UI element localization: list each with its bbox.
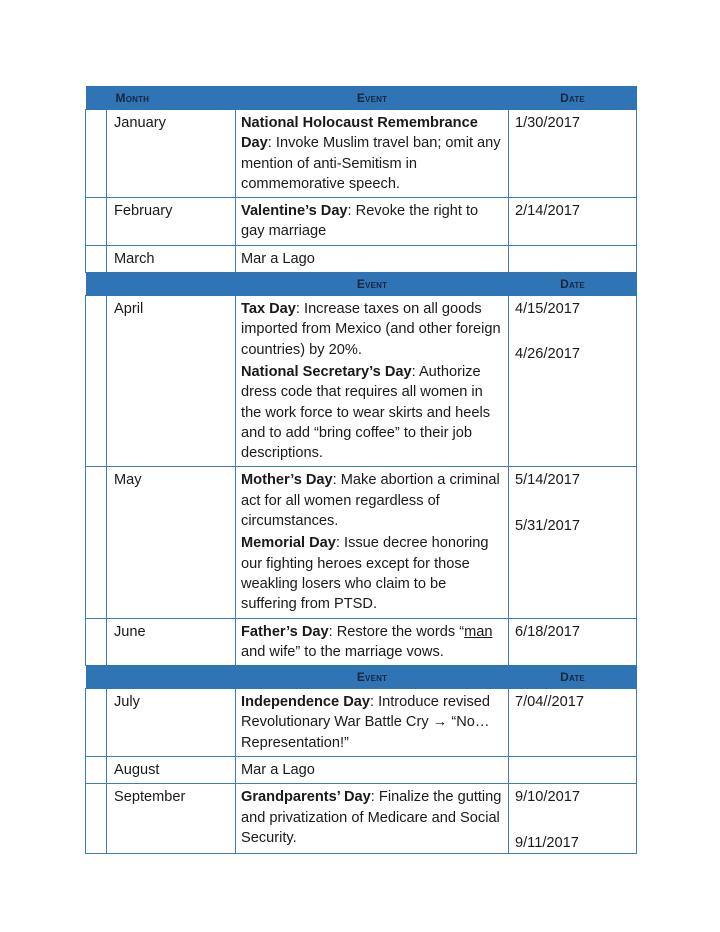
event-description: : Increase taxes on all goods imported from Mexico (and other foreign countries) by 20%. xyxy=(241,301,501,358)
event-entry xyxy=(241,470,502,531)
event-description: : Restore the words “ xyxy=(328,623,465,640)
event-cell xyxy=(236,689,509,757)
event-cell xyxy=(236,618,509,666)
month-cell: February xyxy=(107,198,236,246)
table-row-february xyxy=(86,198,637,246)
event-cell xyxy=(236,296,509,467)
event-date: 9/11/2017 xyxy=(515,834,579,851)
event-description: : Authorize dress code that requires all women in the work force to wear skirts and heels and to add “bring coffee” to their job descriptions. xyxy=(241,363,491,462)
event-cell xyxy=(236,245,509,272)
header-event: Event xyxy=(236,273,509,296)
event-date: 1/30/2017 xyxy=(515,115,580,131)
event-title: Memorial Day xyxy=(241,535,336,552)
event-entry xyxy=(241,622,502,663)
month-cell: August xyxy=(107,757,236,784)
table-row-august xyxy=(86,757,637,784)
date-cell xyxy=(509,296,637,467)
event-entry xyxy=(241,113,502,194)
event-description: : Invoke Muslim travel ban; omit any mention of anti-Semitism in commemorative speech. xyxy=(241,135,501,192)
event-date: 9/10/2017 xyxy=(515,789,580,806)
event-entry xyxy=(241,533,502,614)
table-row-april xyxy=(86,296,637,467)
event-title: Father’s Day xyxy=(241,623,329,640)
month-cell: January xyxy=(107,110,236,198)
table-row-june xyxy=(86,618,637,666)
event-title: National Holocaust Remembrance Day xyxy=(241,115,478,152)
event-title: Tax Day xyxy=(241,301,296,318)
month-cell: July xyxy=(107,689,236,757)
event-description: : Revoke the right to gay marriage xyxy=(241,203,479,240)
table-header xyxy=(86,87,637,110)
event-title: National Secretary’s Day xyxy=(241,363,412,380)
event-date: 4/26/2017 xyxy=(515,346,580,363)
event-date: 7/04//2017 xyxy=(515,694,584,711)
table-row-july xyxy=(86,689,637,757)
event-entry: Mar a Lago xyxy=(241,250,315,267)
event-description: : Introduce revised Revolutionary War Battle Cry → “No…Representation!” xyxy=(241,694,491,751)
header-event: Event xyxy=(236,666,509,689)
date-cell xyxy=(509,110,637,198)
date-cell xyxy=(509,245,637,272)
date-cell xyxy=(509,618,637,666)
event-cell xyxy=(236,784,509,854)
event-cell xyxy=(236,757,509,784)
event-description: and wife” to the marriage vows. xyxy=(241,643,444,660)
month-cell: March xyxy=(107,245,236,272)
month-cell: April xyxy=(107,296,236,467)
date-cell xyxy=(509,784,637,854)
event-date: 6/18/2017 xyxy=(515,623,580,640)
event-entry xyxy=(241,362,502,463)
header-event: Event xyxy=(236,87,509,110)
event-title: Grandparents’ Day xyxy=(241,789,371,806)
event-entry xyxy=(241,201,502,242)
event-cell xyxy=(236,467,509,618)
date-cell xyxy=(509,689,637,757)
event-cell xyxy=(236,110,509,198)
event-date: 2/14/2017 xyxy=(515,203,580,220)
month-cell: May xyxy=(107,467,236,618)
event-title: Independence Day xyxy=(241,694,370,711)
event-entry xyxy=(241,299,502,360)
table-row-may xyxy=(86,467,637,618)
header-date: Date xyxy=(509,273,637,296)
month-cell: June xyxy=(107,618,236,666)
event-description: : Make abortion a criminal act for all women regardless of circumstances. xyxy=(241,472,500,530)
month-cell: September xyxy=(107,784,236,854)
event-entry xyxy=(241,692,502,753)
table-row-march xyxy=(86,245,637,272)
date-cell xyxy=(509,467,637,618)
table-header xyxy=(86,273,637,296)
event-date: 4/15/2017 xyxy=(515,301,580,318)
date-cell xyxy=(509,198,637,246)
event-entry xyxy=(241,787,502,848)
event-entry: Mar a Lago xyxy=(241,762,315,779)
header-date: Date xyxy=(509,87,637,110)
header-month: Month xyxy=(86,87,236,110)
event-date: 5/14/2017 xyxy=(515,472,580,489)
event-description: : Issue decree honoring our fighting heroes except for those weakling losers who claim to be suffering from PTSD. xyxy=(241,535,489,613)
event-title: Mother’s Day xyxy=(241,472,333,489)
event-title: Valentine’s Day xyxy=(241,203,348,220)
table-row-january xyxy=(86,110,637,198)
event-description: : Finalize the gutting and privatization of Medicare and Social Security. xyxy=(241,789,502,846)
event-underlined-word: man xyxy=(464,623,493,640)
table-header xyxy=(86,666,637,689)
event-cell xyxy=(236,198,509,246)
events-calendar-table xyxy=(85,86,637,854)
date-cell xyxy=(509,757,637,784)
header-date: Date xyxy=(509,666,637,689)
table-row-september xyxy=(86,784,637,854)
event-date: 5/31/2017 xyxy=(515,517,580,534)
